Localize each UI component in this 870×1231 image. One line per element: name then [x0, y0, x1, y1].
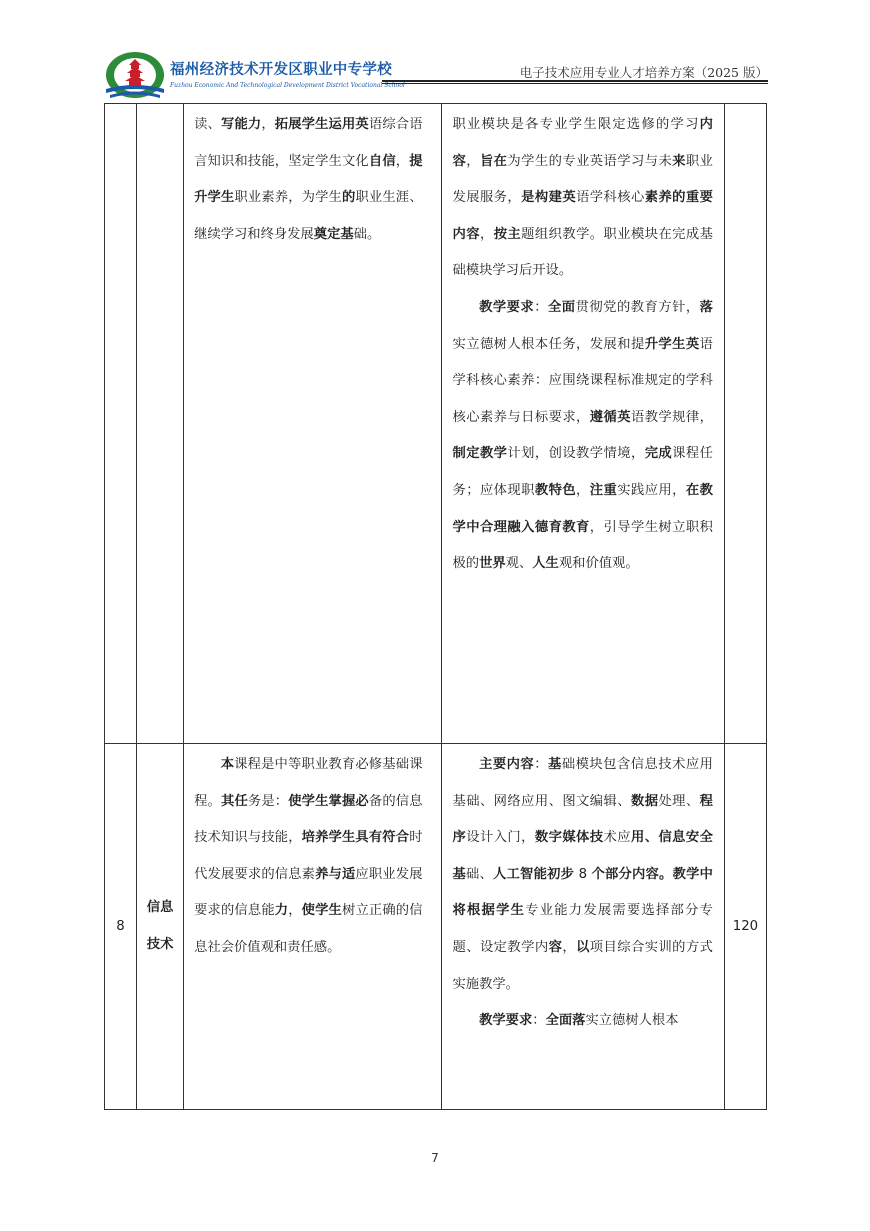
- text-run: ，: [562, 939, 577, 955]
- bold-text-run: 注重: [589, 482, 618, 498]
- text-run: 课程任务；应体现职: [452, 446, 713, 498]
- text-run: 语学科核心素养：应围绕课程标准规定的学科核心素养与日标要求，: [452, 336, 713, 425]
- text-run: 职业生涯、继续学习和终身发展: [194, 190, 423, 242]
- bold-text-run: 用、信息安全基: [452, 830, 713, 882]
- content-text: [452, 107, 712, 583]
- page-number: 7: [431, 1151, 439, 1165]
- text-run: 职业模块是各专业学生限定选修的学习: [452, 117, 700, 132]
- text-run: 实践应用，: [617, 482, 686, 498]
- bold-text-run: 人工智能初步: [493, 866, 575, 882]
- text-run: 础。: [353, 226, 381, 242]
- table-row: [105, 744, 767, 1110]
- bold-text-run: 数字媒体技: [534, 830, 604, 846]
- content-paragraph: [452, 1003, 712, 1040]
- objective-text: [194, 747, 422, 967]
- row-number-cell: 8: [105, 744, 137, 1110]
- text-run: 树立正确的信息社会价值观和责任感。: [194, 903, 423, 955]
- bold-text-run: 力: [274, 903, 289, 919]
- header-rule-thin: [382, 83, 768, 84]
- bold-text-run: 在教学中合理融入德育教育: [452, 482, 713, 535]
- bold-text-run: 按主: [493, 226, 522, 242]
- bold-text-run: 素养的重要内容: [452, 190, 713, 242]
- objective-cell: [184, 744, 442, 1110]
- text-run: 项目综合实训的方式实施教学。: [452, 939, 713, 992]
- text-run: 处理、: [658, 793, 700, 809]
- bold-text-run: 教学要求: [479, 1013, 533, 1029]
- content-cell: [442, 104, 724, 744]
- bold-text-run: 写能力: [221, 117, 262, 132]
- row-number-cell: [105, 104, 137, 744]
- bold-text-run: 自信: [368, 153, 396, 169]
- bold-text-run: 完成: [644, 446, 673, 462]
- course-name-cell: [137, 744, 184, 1110]
- text-run: ：: [534, 757, 549, 772]
- bold-text-run: 使学生掌握必: [288, 793, 369, 809]
- school-name-en: Fuzhou Economic And Technological Development District Vocational School: [170, 82, 405, 89]
- content-text: [452, 747, 712, 1040]
- text-run: 时代发展要求的信息素: [194, 830, 423, 882]
- bold-text-run: 是构建英: [521, 190, 577, 206]
- text-run: 术应: [603, 830, 631, 846]
- text-run: ，: [576, 482, 590, 498]
- text-run: 应职业发展要求的信息能: [194, 866, 423, 919]
- bold-text-run: 奠定基: [313, 226, 354, 242]
- content-paragraph: [452, 107, 712, 290]
- text-run: 职业发展服务，: [452, 153, 713, 206]
- text-run: 语综合语言知识和技能，坚定学生文化: [194, 117, 423, 169]
- text-run: 语教学规律，: [630, 409, 713, 425]
- bold-text-run: 内容: [452, 117, 713, 169]
- bold-text-run: 的: [341, 190, 356, 206]
- text-run: 语学科核心: [576, 190, 645, 206]
- bold-text-run: 升学生英: [644, 336, 700, 352]
- bold-text-run: 来: [672, 153, 686, 169]
- text-run: 课程是中等职业教育必修基础课程。: [194, 757, 423, 809]
- text-run: 备的信息技术知识与技能，: [194, 793, 423, 846]
- bold-text-run: 旨在: [479, 153, 508, 169]
- school-logo-pagoda-icon: [104, 51, 166, 101]
- text-run: 专业能力发展需要选择部分专题、设定教学内: [452, 903, 713, 955]
- bold-text-run: 教特色: [534, 482, 577, 498]
- bold-text-run: 其任: [221, 793, 248, 809]
- text-run: 职业素养，为学生: [234, 190, 342, 206]
- text-run: 实立德树人根本任务，发展和提: [452, 336, 645, 352]
- text-run: 础、: [466, 866, 494, 882]
- text-run: ，: [466, 153, 480, 169]
- header-rule: [382, 80, 768, 82]
- bold-text-run: 制定教学: [452, 446, 508, 462]
- bold-text-run: 主要内容: [479, 757, 535, 772]
- hours-cell: [724, 104, 766, 744]
- text-run: 观和价值观。: [558, 556, 639, 572]
- bold-text-run: 全面: [548, 299, 576, 315]
- course-name-cell: [137, 104, 184, 744]
- bold-text-run: 基: [548, 757, 562, 772]
- curriculum-table: [104, 103, 767, 1110]
- bold-text-run: 本: [220, 757, 235, 772]
- objective-cell: [184, 104, 442, 744]
- bold-text-run: 人生: [532, 556, 559, 572]
- page-header: [104, 46, 768, 102]
- bold-text-run: 程序: [452, 793, 713, 846]
- content-paragraph: [452, 290, 712, 583]
- text-run: ，: [479, 226, 494, 242]
- text-run: ，引导学生树立职积极的: [452, 519, 713, 572]
- text-run: 观、: [505, 556, 533, 572]
- content-cell: [442, 744, 724, 1110]
- text-run: 务是：: [247, 793, 289, 809]
- objective-text: [194, 107, 422, 253]
- bold-text-run: 提升学生: [194, 153, 423, 206]
- bold-text-run: 容: [548, 939, 563, 955]
- bold-text-run: 使学生: [301, 903, 342, 919]
- table-row: [105, 104, 767, 744]
- text-run: 础模块包含信息技术应用基础、网络应用、图文编辑、: [452, 757, 713, 809]
- bold-text-run: 教学要求: [479, 299, 535, 315]
- hours-cell: 120: [724, 744, 766, 1110]
- text-run: 设计入门，: [466, 830, 535, 846]
- text-run: 8: [574, 866, 592, 882]
- text-run: 为学生的专业英语学习与未: [507, 153, 673, 169]
- bold-text-run: 遵循英: [589, 409, 631, 425]
- school-name-cn: 福州经济技术开发区职业中专学校: [170, 62, 392, 78]
- course-name-line2: 技术: [146, 936, 174, 952]
- text-run: ：: [532, 1013, 546, 1029]
- text-run: 读、: [194, 117, 221, 132]
- bold-text-run: 拓展学生运用英: [274, 117, 369, 132]
- text-run: ，: [261, 117, 275, 132]
- bold-text-run: 全面落: [545, 1013, 586, 1029]
- text-run: 贯彻党的教育方针，: [575, 299, 700, 315]
- text-run: ，: [288, 903, 302, 919]
- text-run: 实立德树人根本: [585, 1013, 679, 1029]
- bold-text-run: 世界: [479, 556, 506, 572]
- bold-text-run: 个部分内容。教学中将根据学生: [452, 866, 713, 919]
- bold-text-run: 养与适: [315, 866, 356, 882]
- bold-text-run: 落: [699, 299, 713, 315]
- course-name-line1: 信息: [146, 899, 174, 915]
- content-paragraph: [452, 747, 712, 1003]
- bold-text-run: 数据: [630, 793, 659, 809]
- document-title: 电子技术应用专业人才培养方案（2025 版）: [519, 65, 768, 80]
- bold-text-run: 以: [576, 939, 590, 955]
- text-run: ：: [534, 299, 549, 315]
- text-run: 题组织教学。职业模块在完成基础模块学习后开设。: [452, 226, 713, 279]
- text-run: ，: [395, 153, 410, 169]
- bold-text-run: 培养学生具有符合: [301, 830, 410, 846]
- text-run: 计划，创设教学情境，: [507, 446, 645, 462]
